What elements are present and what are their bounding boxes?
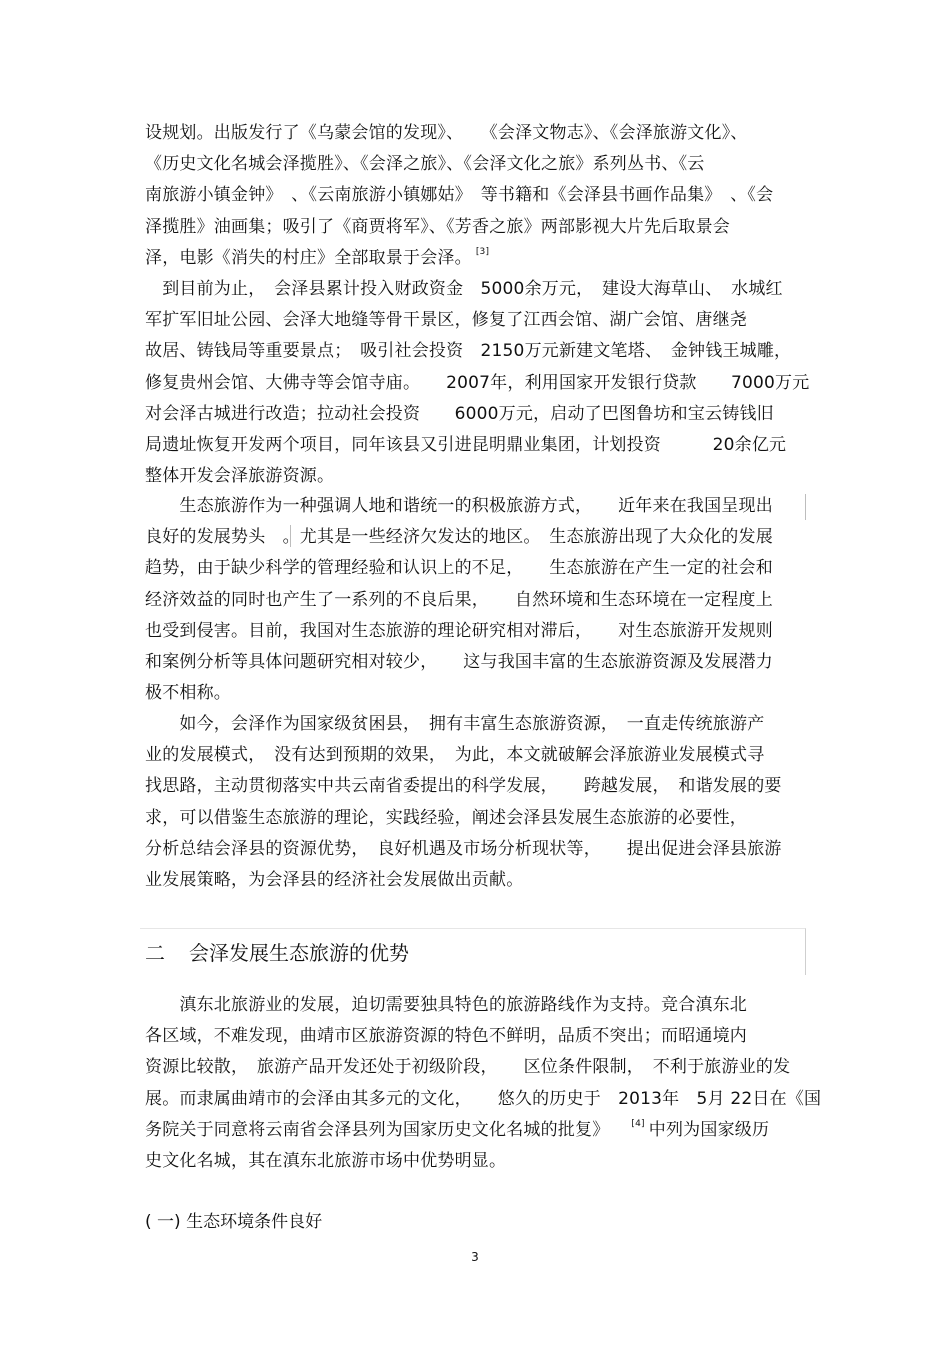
subsection-heading: ( 一) 生态环境条件良好: [145, 1212, 323, 1232]
page-number: 3: [471, 1250, 479, 1264]
text-line: 和案例分析等具体问题研究相对较少， 这与我国丰富的生态旅游资源及发展潜力: [145, 652, 773, 673]
section-number: 二: [145, 941, 165, 965]
section-heading: [145, 938, 409, 968]
text-line: 求，可以借鉴生态旅游的理论，实践经验，阐述会泽县发展生态旅游的必要性，: [145, 807, 747, 828]
text-line: 设规划。出版发行了《乌蒙会馆的发现》、 《会泽文物志》、《会泽旅游文化》、: [145, 123, 748, 143]
text-line: 生态旅游作为一种强调人地和谐统一的积极旅游方式， 近年来在我国呈现出: [145, 496, 773, 516]
text-segment: 中列为国家级历: [648, 1119, 770, 1140]
text-line: 军扩军旧址公园、会泽大地缝等骨干景区，修复了江西会馆、湖广会馆、唐继尧: [145, 310, 747, 331]
citation-ref: [4]: [631, 1118, 645, 1129]
text-line: 南旅游小镇金钟》 、《云南旅游小镇娜姑》 等书籍和《会泽县书画作品集》 、《会: [145, 185, 774, 206]
section-title: 会泽发展生态旅游的优势: [189, 941, 409, 965]
text-segment: 务院关于同意将云南省会泽县列为国家历史文化名城的批复》: [145, 1119, 610, 1140]
text-line: 史文化名城，其在滇东北旅游市场中优势明显。: [145, 1151, 507, 1172]
paragraph-investment: [145, 274, 810, 492]
paragraph-eco-tourism: [145, 491, 810, 709]
text-line: 如今，会泽作为国家级贫困县， 拥有丰富生态旅游资源， 一直走传统旅游产: [145, 714, 765, 734]
text-line: 《历史文化名城会泽揽胜》、《会泽之旅》、《会泽文化之旅》系列丛书、《云: [145, 154, 705, 175]
text-line: 整体开发会泽旅游资源。: [145, 466, 335, 487]
text-line: 到目前为止， 会泽县累计投入财政资金 5000余万元， 建设大海草山、 水城红: [145, 279, 783, 299]
text-line: [145, 1115, 810, 1146]
text-line: 滇东北旅游业的发展，迫切需要独具特色的旅游路线作为支持。竞合滇东北: [145, 995, 747, 1015]
text-line: 趋势，由于缺少科学的管理经验和认识上的不足， 生态旅游在产生一定的社会和: [145, 558, 773, 579]
text-line: 找思路，主动贯彻落实中共云南省委提出的科学发展， 跨越发展， 和谐发展的要: [145, 776, 782, 797]
paragraph-publications: [145, 118, 810, 274]
text-line: 修复贵州会馆、大佛寺等会馆寺庙。 2007年，利用国家开发银行贷款 7000万元: [145, 372, 810, 393]
text-line: 良好的发展势头 。尤其是一些经济欠发达的地区。 生态旅游出现了大众化的发展: [145, 527, 773, 548]
text-line: 资源比较散， 旅游产品开发还处于初级阶段， 区位条件限制， 不利于旅游业的发: [145, 1057, 791, 1078]
text-line: 极不相称。: [145, 683, 231, 704]
text-line: 也受到侵害。目前，我国对生态旅游的理论研究相对滞后， 对生态旅游开发规则: [145, 620, 773, 641]
text-line: 业的发展模式， 没有达到预期的效果， 为此，本文就破解会泽旅游业发展模式寻: [145, 745, 765, 766]
text-line: 泽揽胜》油画集；吸引了《商贾将军》、《芳香之旅》两部影视大片先后取景会: [145, 216, 730, 237]
text-line: 展。而隶属曲靖市的会泽由其多元的文化， 悠久的历史于 2013年 5月 22日在《国: [145, 1088, 822, 1109]
text-line: [145, 243, 810, 274]
text-line: 对会泽古城进行改造；拉动社会投资 6000万元，启动了巴图鲁坊和宝云铸钱旧: [145, 403, 774, 424]
paragraph-northeast-yunnan: [145, 990, 822, 1177]
text-line: 各区域，不难发现，曲靖市区旅游资源的特色不鲜明，品质不突出；而昭通境内: [145, 1026, 747, 1047]
text-line: 分析总结会泽县的资源优势， 良好机遇及市场分析现状等， 提出促进会泽县旅游: [145, 838, 782, 859]
text-line: 故居、铸钱局等重要景点； 吸引社会投资 2150万元新建文笔塔、 金钟钱王城雕，: [145, 341, 792, 362]
text-line: 局遗址恢复开发两个项目，同年该县又引进昆明鼎业集团，计划投资 20余亿元: [145, 435, 787, 456]
text-segment: 泽，电影《消失的村庄》全部取景于会泽。: [145, 247, 472, 268]
text-line: 经济效益的同时也产生了一系列的不良后果， 自然环境和生态环境在一定程度上: [145, 589, 773, 610]
citation-ref: [3]: [475, 246, 490, 257]
paragraph-huize-today: [145, 709, 810, 896]
text-line: 业发展策略，为会泽县的经济社会发展做出贡献。: [145, 870, 524, 891]
